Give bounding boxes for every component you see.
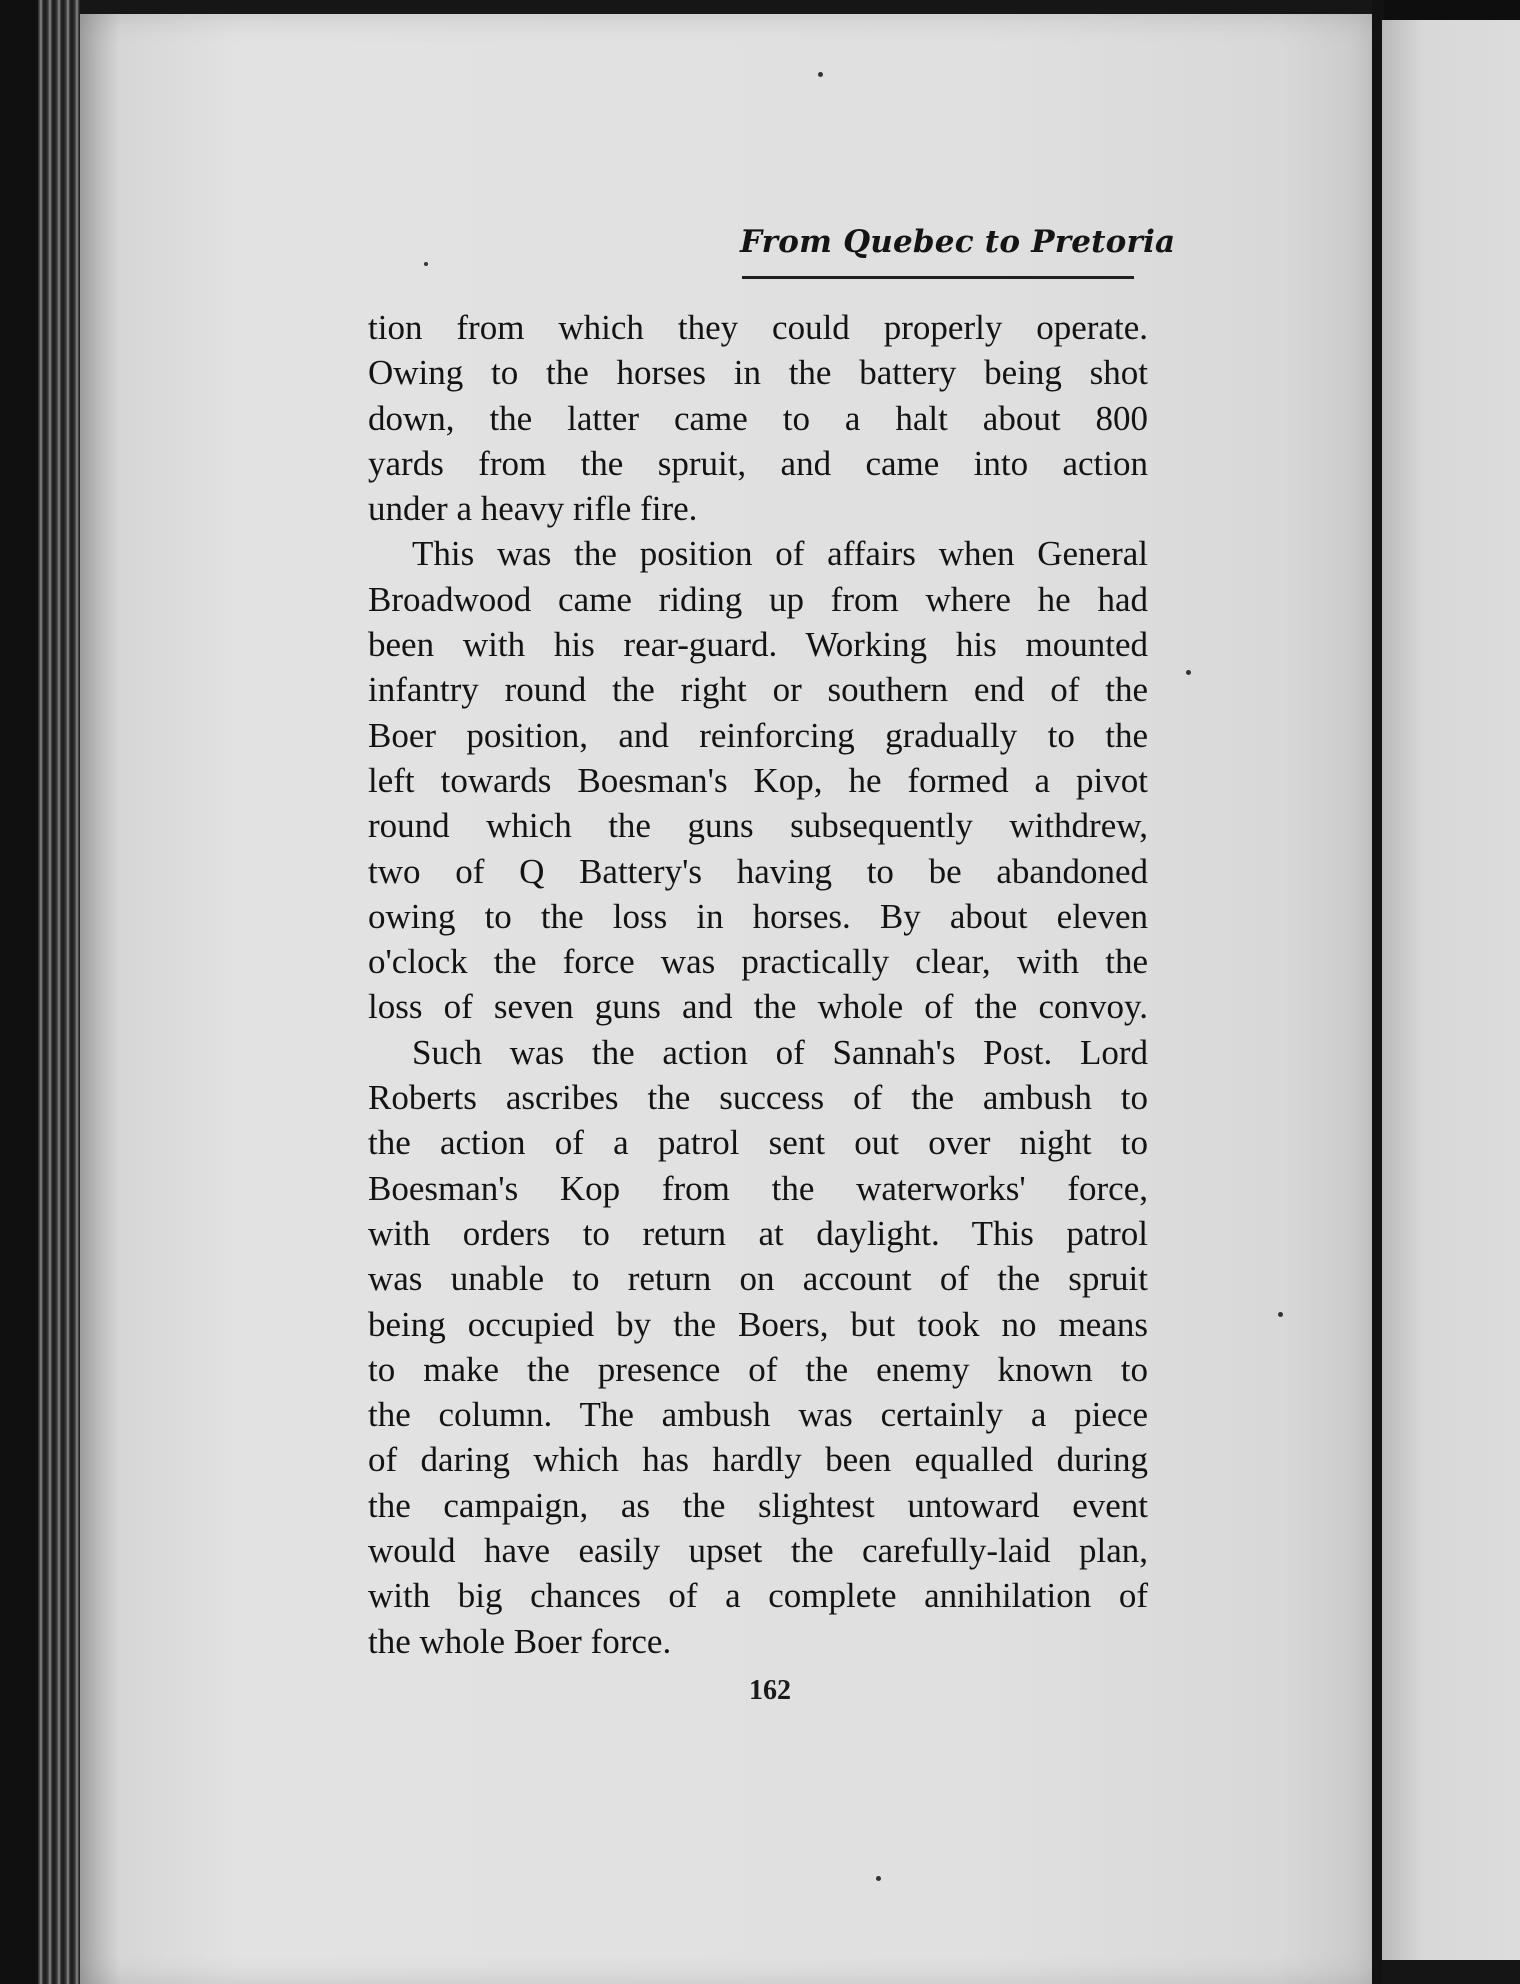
text-line: left towards Boesman's Kop, he formed a pivot xyxy=(368,760,1148,800)
text-line: Roberts ascribes the success of the ambush to xyxy=(368,1078,1148,1118)
paragraph-start-line: This was the position of affairs when General xyxy=(412,534,1148,574)
text-line: down, the latter came to a halt about 800 xyxy=(368,398,1148,438)
running-head-rule xyxy=(742,276,1134,279)
text-line: Boer position, and reinforcing gradually to the xyxy=(368,715,1148,755)
text-line: to make the presence of the enemy known to xyxy=(368,1349,1148,1389)
paragraph-start-line: Such was the action of Sannah's Post. Lord xyxy=(412,1032,1148,1072)
text-line: tion from which they could properly operate. xyxy=(368,308,1148,347)
scan-speck xyxy=(1278,1312,1283,1317)
text-line: Broadwood came riding up from where he had xyxy=(368,579,1148,619)
scan-speck xyxy=(424,262,428,266)
text-line: Boesman's Kop from the waterworks' force, xyxy=(368,1168,1148,1208)
scan-speck xyxy=(1186,670,1191,675)
text-line: Owing to the horses in the battery being shot xyxy=(368,353,1148,393)
text-line: owing to the loss in horses. By about eleven xyxy=(368,896,1148,936)
text-line: been with his rear-guard. Working his mounted xyxy=(368,625,1148,665)
book-cover-edge xyxy=(0,0,38,1984)
text-line: the action of a patrol sent out over night to xyxy=(368,1123,1148,1163)
text-line: the column. The ambush was certainly a piece xyxy=(368,1395,1148,1435)
page-number: 162 xyxy=(749,1675,791,1706)
facing-page-edge xyxy=(1382,20,1520,1960)
text-line: with big chances of a complete annihilation of xyxy=(368,1576,1148,1616)
scan-speck xyxy=(876,1876,881,1881)
text-line: being occupied by the Boers, but took no means xyxy=(368,1304,1148,1344)
scan-bottom-border xyxy=(1382,1960,1520,1984)
text-line: would have easily upset the carefully-laid plan, xyxy=(368,1531,1148,1571)
text-line: of daring which has hardly been equalled during xyxy=(368,1440,1148,1480)
text-line: the whole Boer force. xyxy=(368,1621,672,1661)
body-text xyxy=(368,305,1148,1664)
text-line: with orders to return at daylight. This patrol xyxy=(368,1213,1148,1253)
text-line: under a heavy rifle fire. xyxy=(368,489,698,529)
text-line: o'clock the force was practically clear, with the xyxy=(368,942,1148,982)
text-line: two of Q Battery's having to be abandoned xyxy=(368,851,1148,891)
text-line: loss of seven guns and the whole of the convoy. xyxy=(368,987,1148,1027)
scan-speck xyxy=(818,72,823,77)
text-line: infantry round the right or southern end of the xyxy=(368,670,1148,710)
text-line: round which the guns subsequently withdrew, xyxy=(368,806,1148,846)
text-line: yards from the spruit, and came into action xyxy=(368,443,1148,483)
text-line: the campaign, as the slightest untoward event xyxy=(368,1485,1148,1525)
text-line: was unable to return on account of the spruit xyxy=(368,1259,1148,1299)
running-head: From Quebec to Pretoria xyxy=(740,224,1176,260)
